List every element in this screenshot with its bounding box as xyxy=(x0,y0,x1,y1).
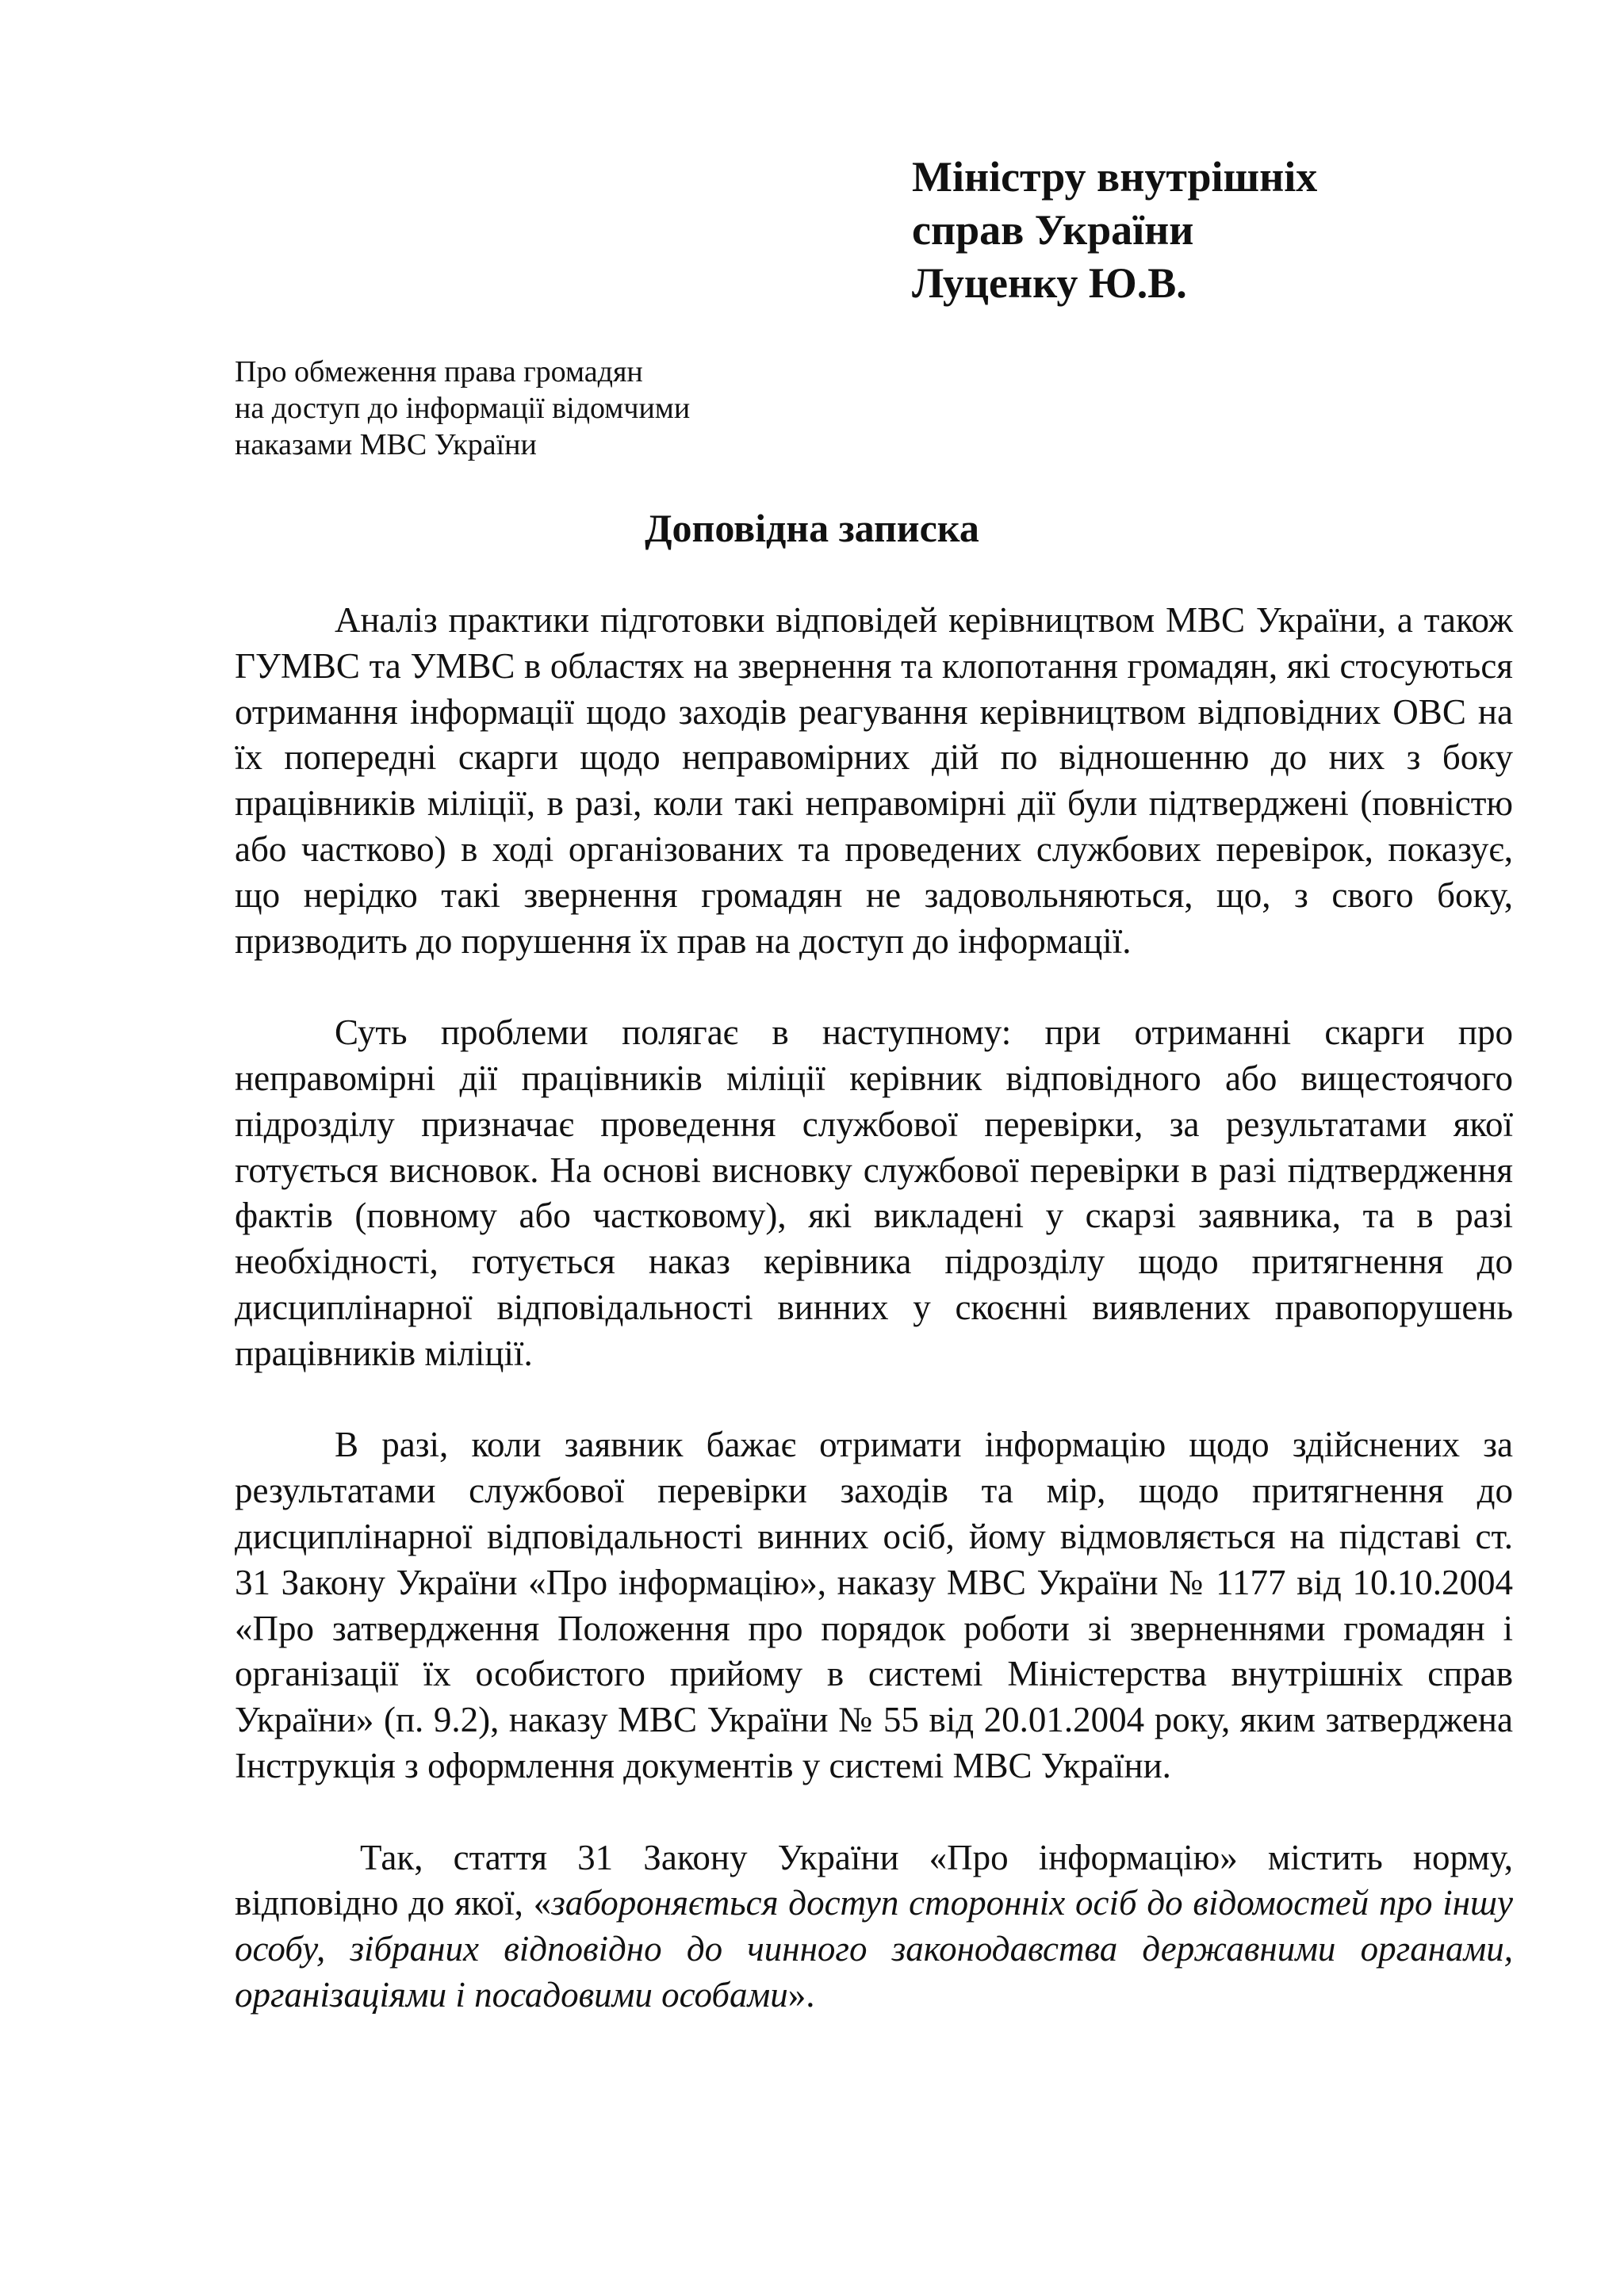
subject-line-3: наказами МВС України xyxy=(235,428,537,461)
paragraph-2: Суть проблеми полягає в наступному: при отриманні скарги про неправомірні дії працівників міліції керівник відповідного або вищестоячого підрозділу призначає проведення службової перевірки, за результатами якої готується висновок. На основі висновку службової перевірки в разі підтвердження фактів (повному або частковому), які викладені у скарзі заявника, та в разі необхідності, готується наказ керівника підрозділу щодо притягнення до дисциплінарної відповідальності винних у скоєнні виявлених правопорушень працівників міліції. xyxy=(235,1012,1513,1373)
paragraph-3: В разі, коли заявник бажає отримати інформацію щодо здійснених за результатами службової перевірки заходів та мір, щодо притягнення до дисциплінарної відповідальності винних осіб, йому відмовляється на підставі ст. 31 Закону України «Про інформацію», наказу МВС України № 1177 від 10.10.2004 «Про затвердження Положення про порядок роботи зі зверненнями громадян і організації їх особистого прийому в системі Міністерства внутрішніх справ України» (п. 9.2), наказу МВС України № 55 від 20.01.2004 року, яким затверджена Інструкція з оформлення документів у системі МВС України. xyxy=(235,1425,1513,1785)
addressee-line-3: Луценку Ю.В. xyxy=(912,259,1187,307)
document-title: Доповідна записка xyxy=(645,506,979,550)
document-body xyxy=(235,598,1513,2019)
subject-block xyxy=(235,354,948,463)
paragraph-4-intro: Так, стаття 31 Закону України «Про інформацію» містить норму, відповідно до якої, « xyxy=(235,1837,1513,1923)
paragraph-1: Аналіз практики підготовки відповідей керівництвом МВС України, а також ГУМВС та УМВС в областях на звернення та клопотання громадян, які стосуються отримання інформації щодо заходів реагування керівництвом відповідних ОВС на їх попередні скарги щодо неправомірних дій по відношенню до них з боку працівників міліції, в разі, коли такі неправомірні дії були підтверджені (повністю або частково) в ході організованих та проведених службових перевірок, показує, що нерідко такі звернення громадян не задовольняються, що, з свого боку, призводить до порушення їх прав на доступ до інформації. xyxy=(235,600,1513,961)
paragraph-4-quote: забороняється доступ сторонніх осіб до відомостей про іншу особу, зібраних відповідно до чинного законодавства державними органами, організаціями і посадовими особами xyxy=(235,1883,1513,2015)
addressee-block xyxy=(912,151,1546,310)
paragraph-4-end: ». xyxy=(787,1974,815,2015)
addressee-line-1: Міністру внутрішніх xyxy=(912,153,1318,201)
addressee-line-2: справ України xyxy=(912,206,1194,254)
subject-line-2: на доступ до інформації відомчими xyxy=(235,392,691,425)
subject-line-1: Про обмеження права громадян xyxy=(235,355,643,388)
paragraph-4 xyxy=(235,1835,1513,2019)
